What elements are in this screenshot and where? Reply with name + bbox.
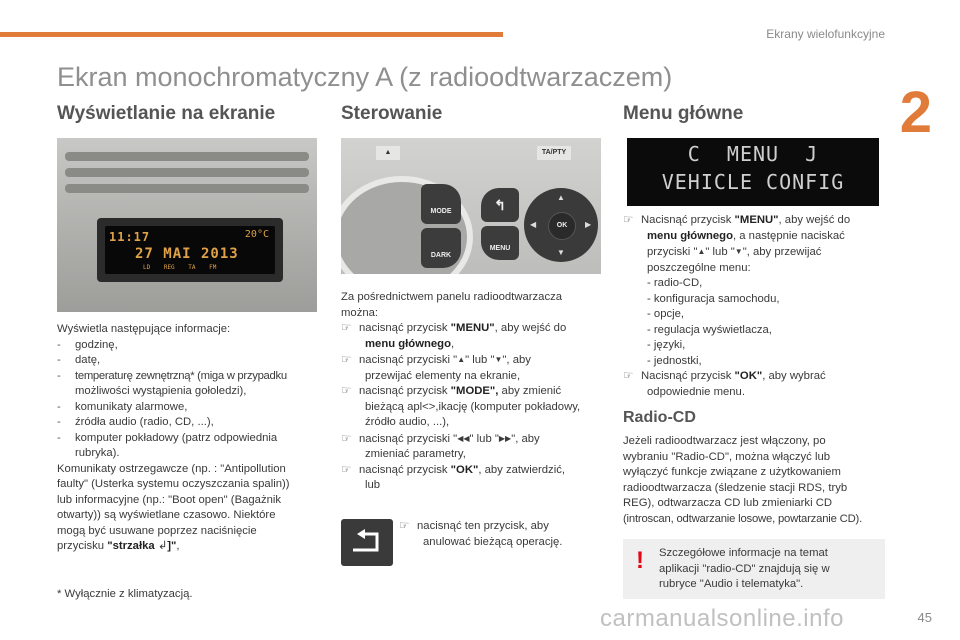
menu-list-item: - jednostki, (647, 354, 702, 367)
list-item-continued: lub (365, 479, 381, 491)
para-line: przycisku "strzałka ↲]", (57, 540, 180, 552)
hand-bullet-icon: ☞ (341, 322, 352, 334)
left-icon: ◀ (530, 220, 537, 229)
hand-bullet-icon: ☞ (341, 385, 352, 397)
list-item: - komunikaty alarmowe, (57, 400, 188, 413)
menu-screen-line-1: C MENU J (687, 142, 819, 166)
para-line: faulty" (Usterka systemu oczyszczania spalin)) (57, 478, 290, 490)
col1-heading: Wyświetlanie na ekranie (57, 103, 276, 124)
list-item: - godzinę, (57, 338, 118, 351)
right-icon: ▶ (585, 220, 592, 229)
col2-heading: Sterowanie (341, 103, 443, 124)
col2-text (341, 290, 580, 494)
eject-icon: ▲ (376, 146, 400, 160)
list-item: ☞ nacisnąć przycisk "MENU", aby wejść do (341, 321, 580, 337)
list-item: - datę, (57, 354, 101, 366)
list-item-continued: odpowiednie menu. (647, 385, 745, 398)
up-icon: ▲ (557, 193, 565, 202)
list-item-continued: źródło audio, ...), (365, 416, 450, 428)
menu-screen-line-2: VEHICLE CONFIG (661, 170, 845, 194)
back-icon (341, 519, 393, 566)
list-item-continued: zmieniać parametry, (365, 448, 466, 460)
list-item: - komputer pokładowy (patrz odpowiednia (57, 431, 278, 444)
monochrome-screen (105, 226, 275, 274)
radio-cd-heading: Radio-CD (623, 409, 696, 426)
hand-bullet-icon: ☞ (623, 214, 634, 226)
list-item-continued: rubryka). (75, 447, 120, 459)
col2-intro: Za pośrednictwem panelu radioodtwarzacza (341, 291, 563, 303)
menu-list-item: - języki, (647, 339, 686, 351)
list-item-continued: możliwości wystąpienia gołoledzi), (75, 385, 247, 397)
menu-screen-photo (627, 138, 879, 206)
display-temperature: 20°C (244, 229, 269, 240)
hand-bullet-icon: ☞ (341, 463, 352, 476)
control-panel-photo (341, 138, 601, 274)
menu-list-item: - radio-CD, (647, 277, 703, 289)
ok-button: OK (548, 212, 576, 240)
hand-bullet-icon: ☞ (341, 432, 352, 445)
up-arrow-icon: ▲ (457, 355, 466, 364)
page-title: Ekran monochromatyczny A (z radioodtwarzaczem) (57, 62, 673, 92)
col3-heading: Menu główne (623, 103, 744, 124)
list-item-continued: menu głównego, a następnie naciskać (647, 229, 845, 242)
display-date: 27 MAI 2013 (135, 246, 239, 262)
col1-intro: Wyświetla następujące informacje: (57, 323, 231, 335)
list-item-continued: menu głównego, (365, 337, 455, 350)
display-photo (57, 138, 317, 312)
list-item: - źródła audio (radio, CD, ...), (57, 416, 214, 428)
para-line: lub informacyjne (np.: "Boot open" (Bagażnik (57, 493, 282, 506)
list-item: ☞ Nacisnąć przycisk "OK", aby wybrać (623, 369, 850, 385)
radio-cd-text: Jeżeli radioodtwarzacz jest włączony, po wybraniu "Radio-CD", można włączyć lub wyłączyć funkcje związane z użytkowaniem radioodtwarzacza (śledzenie stacji RDS, tryb REG), odtwarzacza CD lub zmieniarki CD (introscan, odtwarzanie losowe, powtarzanie CD). (623, 435, 863, 525)
back-arrow-icon: ↲ (157, 540, 168, 552)
watermark: carmanualsonline.info (600, 605, 844, 632)
up-arrow-icon: ▲ (697, 247, 706, 256)
list-item: ☞ nacisnąć przyciski "◀◀" lub "▶▶", aby (341, 431, 580, 448)
chapter-number: 2 (899, 80, 932, 145)
hand-bullet-icon: ☞ (399, 520, 410, 532)
footnote: * Wyłącznie z klimatyzacją. (57, 588, 193, 600)
list-item-continued: przewijać elementy na ekranie, (365, 369, 521, 382)
para-line: otwarty)) są wyświetlane czasowo. Niektóre (57, 509, 276, 521)
menu-list-item: - regulacja wyświetlacza, (647, 323, 772, 336)
navigation-pad (524, 188, 598, 262)
back-button-image (341, 519, 393, 566)
list-item-continued: przyciski "▲" lub "▼", aby przewijać (647, 246, 822, 258)
col2-intro: można: (341, 306, 379, 319)
down-arrow-icon: ▼ (734, 247, 743, 256)
menu-list-item: - opcje, (647, 308, 685, 320)
dark-button: DARK (421, 228, 461, 268)
info-note-box (623, 539, 885, 599)
accent-bar (0, 32, 503, 37)
list-item: ☞ nacisnąć przycisk "OK", aby zatwierdzić, (341, 463, 580, 479)
menu-button: MENU (481, 226, 519, 260)
menu-list-item: - konfiguracja samochodu, (647, 292, 780, 305)
back-instruction: ☞ nacisnąć ten przycisk, aby anulować bieżącą operację. (399, 520, 563, 548)
display-time: 11:17 (109, 230, 151, 244)
list-item: ☞ Nacisnąć przycisk "MENU", aby wejść do (623, 213, 850, 229)
display-indicators: LD REG TA FM (143, 264, 217, 271)
list-item: ☞ nacisnąć przycisk "MODE", aby zmienić (341, 384, 580, 400)
col1-text (57, 322, 290, 555)
hand-bullet-icon: ☞ (623, 370, 634, 382)
fast-forward-icon: ▶▶ (498, 433, 512, 443)
ta-pty-button: TA/PTY (537, 146, 571, 160)
list-item-continued: poszczególne menu: (647, 261, 751, 274)
warning-exclamation-icon: ! (636, 547, 644, 574)
para-line: Komunikaty ostrzegawcze (np. : "Antipollution (57, 462, 286, 475)
list-item: ☞ nacisnąć przyciski "▲" lub "▼", aby (341, 352, 580, 369)
display-bezel (97, 218, 283, 282)
page-number: 45 (917, 610, 932, 625)
down-arrow-icon: ▼ (494, 355, 503, 364)
note-text: Szczegółowe informacje na temat aplikacji "radio-CD" znajdują się w rubryce "Audio i telematyka". (659, 547, 830, 590)
para-line: mogą być usuwane poprzez naciśnięcie (57, 524, 257, 537)
list-item-continued: bieżącą apl<>,ikację (komputer pokładowy, (365, 400, 581, 413)
hand-bullet-icon: ☞ (341, 354, 352, 366)
mode-button: MODE (421, 184, 461, 224)
rewind-icon: ◀◀ (457, 433, 470, 443)
back-icon: ↰ (481, 188, 519, 222)
list-item: - temperaturę zewnętrzną* (miga w przypadku (57, 369, 287, 382)
section-title: Ekrany wielofunkcyjne (766, 27, 885, 41)
down-icon: ▼ (557, 248, 565, 257)
col3-text (623, 213, 850, 400)
